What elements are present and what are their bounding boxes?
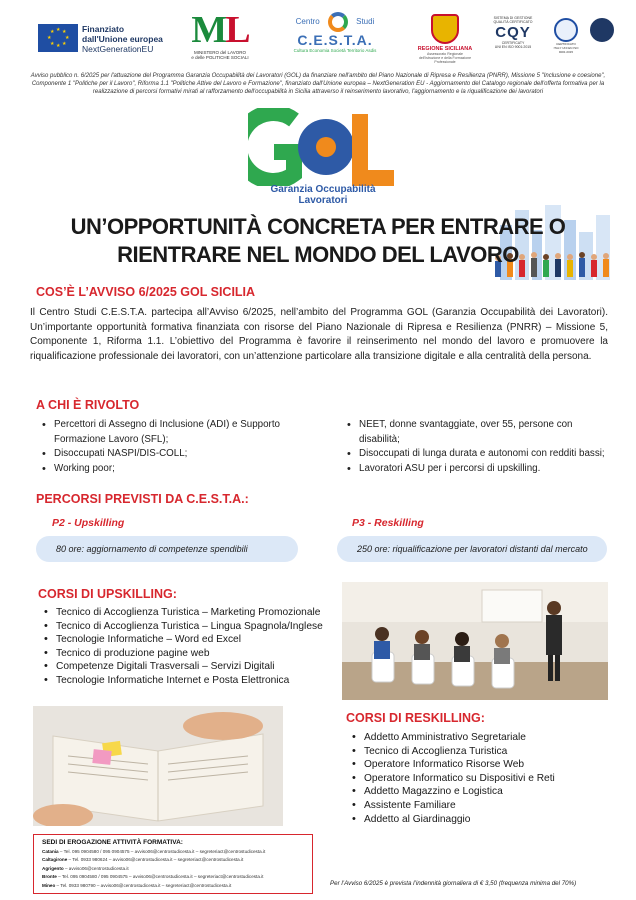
list-item: • Working poor; xyxy=(40,462,312,477)
sedi-city: Agrigento xyxy=(42,865,64,871)
regione-sub2: dell'Istruzione e della Formazione Professionale xyxy=(418,56,472,64)
target-list-right xyxy=(345,418,607,476)
sedi-contacts: – Tel. 0933 980790 – avviso06@centrostudicesta.it – segreteriact@centrostudicesta.it xyxy=(55,882,232,888)
list-item: • Tecnico di Accoglienza Turistica – Lingua Spagnola/Inglese xyxy=(42,620,342,634)
list-item: • Tecnico di Accoglienza Turistica xyxy=(350,745,608,759)
ministero-line2: e delle POLITICHE SOCIALI xyxy=(191,55,249,60)
ministero-logo xyxy=(185,10,255,70)
cesta-logo xyxy=(275,12,395,70)
sedi-contacts: – Tel. 0933 980624 – avviso06@centrostudicesta.it – segreteriact@centrostudicesta.it xyxy=(67,857,244,863)
p3-description-pill: 250 ore: riqualificazione per lavoratori distanti dal mercato xyxy=(337,536,607,562)
cert2-bottom: ITALY UNI EN ISO 9001:2015 xyxy=(553,46,579,54)
percorsi-section-title: PERCORSI PREVISTI DA C.E.S.T.A.: xyxy=(36,492,249,506)
ministero-letter-m: M xyxy=(191,9,226,51)
eu-flag-icon: ★ ★ ★ ★ ★ ★ ★ ★ xyxy=(38,24,78,52)
upskilling-section-title: CORSI DI UPSKILLING: xyxy=(38,587,177,601)
sedi-row xyxy=(42,848,304,856)
cqy-sub: CERTIFICATY xyxy=(501,41,525,45)
target-section-title: A CHI È RIVOLTO xyxy=(36,398,140,412)
gol-logo xyxy=(248,108,398,206)
avviso-description: Il Centro Studi C.E.S.T.A. partecipa all’Avviso 6/2025, nell’ambito del Programma GOL (Garanzia Occupabilità dei Lavoratori). Un’importante opportunità formativa finanziata con risorse del Piano Nazionale di Ripresa e Resilienza (PNRR) – Missione 5, Componente 1, Riforma 1.1. L’obiettivo del Programma è favorire il reinserimento nel mondo del lavoro e promuovere la riqualificazione professionale dei lavoratori, con un’attenzione particolare alla transizione digitale e alla centralità della persona. xyxy=(30,307,608,362)
list-item: • NEET, donne svantaggiate, over 55, persone con disabilità; xyxy=(345,418,607,447)
p3-title: P3 - Reskilling xyxy=(352,517,424,529)
list-item: • Addetto Amministrativo Segretariale xyxy=(350,731,608,745)
eu-logo-line1: Finanziato xyxy=(82,24,125,34)
eu-logo xyxy=(38,24,178,60)
sedi-row xyxy=(42,865,304,873)
cesta-right-label: Studi xyxy=(356,17,375,27)
cesta-tagline: Cultura Economia Società Territorio Asdis xyxy=(293,48,377,53)
header-logos xyxy=(30,10,610,70)
cqy-name: CQY xyxy=(495,24,531,41)
page-headline xyxy=(60,213,576,269)
sedi-row xyxy=(42,882,304,890)
p2-description-pill: 80 ore: aggiornamento di competenze spendibili xyxy=(36,536,298,562)
list-item: • Competenze Digitali Trasversali – Servizi Digitali xyxy=(42,660,342,674)
target-list-left xyxy=(40,418,312,476)
cqy-cert-logo xyxy=(488,16,538,49)
cert2-label: CERTIFICATO xyxy=(556,42,576,46)
list-item: • Tecnico di Accoglienza Turistica – Marketing Promozionale xyxy=(42,606,342,620)
sedi-city: Catania xyxy=(42,849,59,854)
cert-seal-logo xyxy=(548,18,584,54)
cert-badge-icon xyxy=(590,18,614,42)
upskilling-course-list xyxy=(42,606,342,688)
sedi-row xyxy=(42,856,304,864)
reskilling-course-list xyxy=(350,731,608,826)
gol-logo-icon xyxy=(248,108,398,186)
sedi-row xyxy=(42,873,304,881)
certification-logos xyxy=(488,14,618,64)
sedi-contact-box xyxy=(33,834,313,894)
ministero-line1: MINISTERO del LAVORO xyxy=(194,50,246,55)
indennita-footnote: Per l’Avviso 6/2025 è prevista l’indennità giornaliera di € 3,50 (frequenza minima del 70%) xyxy=(330,880,577,887)
headline-line1: UN’OPPORTUNITÀ CONCRETA PER ENTRARE O xyxy=(70,214,566,239)
sedi-city: Mineo xyxy=(42,882,56,888)
sedi-contacts: – Tel. 095 0904580 / 095 0904575 – avviso06@centrostudicesta.it – segreteriact@centrostudicesta.it xyxy=(58,849,266,854)
cesta-left-label: Centro xyxy=(295,17,320,27)
list-item: • Operatore Informatico Risorse Web xyxy=(350,758,608,772)
headline-line2: RIENTRARE NEL MONDO DEL LAVORO xyxy=(117,242,519,267)
sedi-city: Caltagirone xyxy=(42,857,68,863)
list-item: • Lavoratori ASU per i percorsi di upskilling. xyxy=(345,462,607,477)
cesta-name: C.E.S.T.A. xyxy=(297,32,373,48)
regione-siciliana-logo xyxy=(410,14,480,64)
reskilling-section-title: CORSI DI RESKILLING: xyxy=(346,711,485,725)
cqy-bottom: UNI EN ISO 9001:2015 xyxy=(494,45,532,49)
list-item: • Operatore Informatico su Dispositivi e Reti xyxy=(350,772,608,786)
list-item: • Assistente Familiare xyxy=(350,799,608,813)
cqy-top: SISTEMA DI GESTIONE QUALITÀ CERTIFICATO xyxy=(493,16,533,24)
avviso-section-title: COS’È L’AVVISO 6/2025 GOL SICILIA xyxy=(36,285,256,299)
list-item: • Disoccupati di lunga durata e autonomi con redditi bassi; xyxy=(345,447,607,462)
list-item: • Tecnologie Informatiche – Word ed Excel xyxy=(42,633,342,647)
book-study-photo xyxy=(33,706,283,826)
sedi-contacts: – Tel. 095 0904580 / 095 0904575 – avviso06@centrostudicesta.it – segreteriact@centrostudicesta.it xyxy=(56,874,264,880)
sedi-city: Bronte xyxy=(42,874,57,880)
list-item: • Tecnico di produzione pagine web xyxy=(42,647,342,661)
cert-seal-icon xyxy=(554,18,578,42)
ministero-letter-l: L xyxy=(225,9,249,51)
regione-sub1: Assessorato Regionale xyxy=(427,52,463,56)
list-item: • Percettori di Assegno di Inclusione (ADI) e Supporto Formazione Lavoro (SFL); xyxy=(40,418,312,447)
eu-logo-line2: dall'Unione europea xyxy=(82,34,163,44)
avviso-notice: Avviso pubblico n. 6/2025 per l'attuazione del Programma Garanzia Occupabilità dei Lavoratori (GOL) da finanziare nell'ambito del Piano Nazionale di Ripresa e Resilienza (PNRR), Missione 5 "Inclusione e coesione", Componente 1 "Politiche per il Lavoro", Riforma 1.1 "Politiche Attive del Lavoro e Formazione", finanziato dall'Unione europea – NextGeneration EU - Aggiornamento del Catalogo regionale dell'offerta formativa per la realizzazione di percorsi formativi mirati al rafforzamento dell'occupabilità in Sicilia attraverso il reinserimento lavorativo, l'aggiornamento e la riqualificazione dei lavoratori xyxy=(30,73,606,95)
p2-title: P2 - Upskilling xyxy=(52,517,125,529)
cesta-ring-icon xyxy=(328,12,348,32)
sedi-title: SEDI DI EROGAZIONE ATTIVITÀ FORMATIVA: xyxy=(42,839,183,846)
regione-shield-icon xyxy=(431,14,459,44)
list-item: • Tecnologie Informatiche Internet e Posta Elettronica xyxy=(42,674,342,688)
classroom-photo xyxy=(342,582,608,700)
list-item: • Addetto Magazzino e Logistica xyxy=(350,785,608,799)
regione-name: REGIONE SICILIANA xyxy=(417,46,473,52)
sedi-contacts: – avviso06@centrostudicesta.it xyxy=(63,865,129,871)
cert-badge-logo xyxy=(588,18,616,42)
eu-logo-line3: NextGenerationEU xyxy=(82,44,154,54)
list-item: • Disoccupati NASPI/DIS-COLL; xyxy=(40,447,312,462)
list-item: • Addetto al Giardinaggio xyxy=(350,813,608,827)
gol-subtitle: Garanzia Occupabilità Lavoratori xyxy=(270,184,376,206)
